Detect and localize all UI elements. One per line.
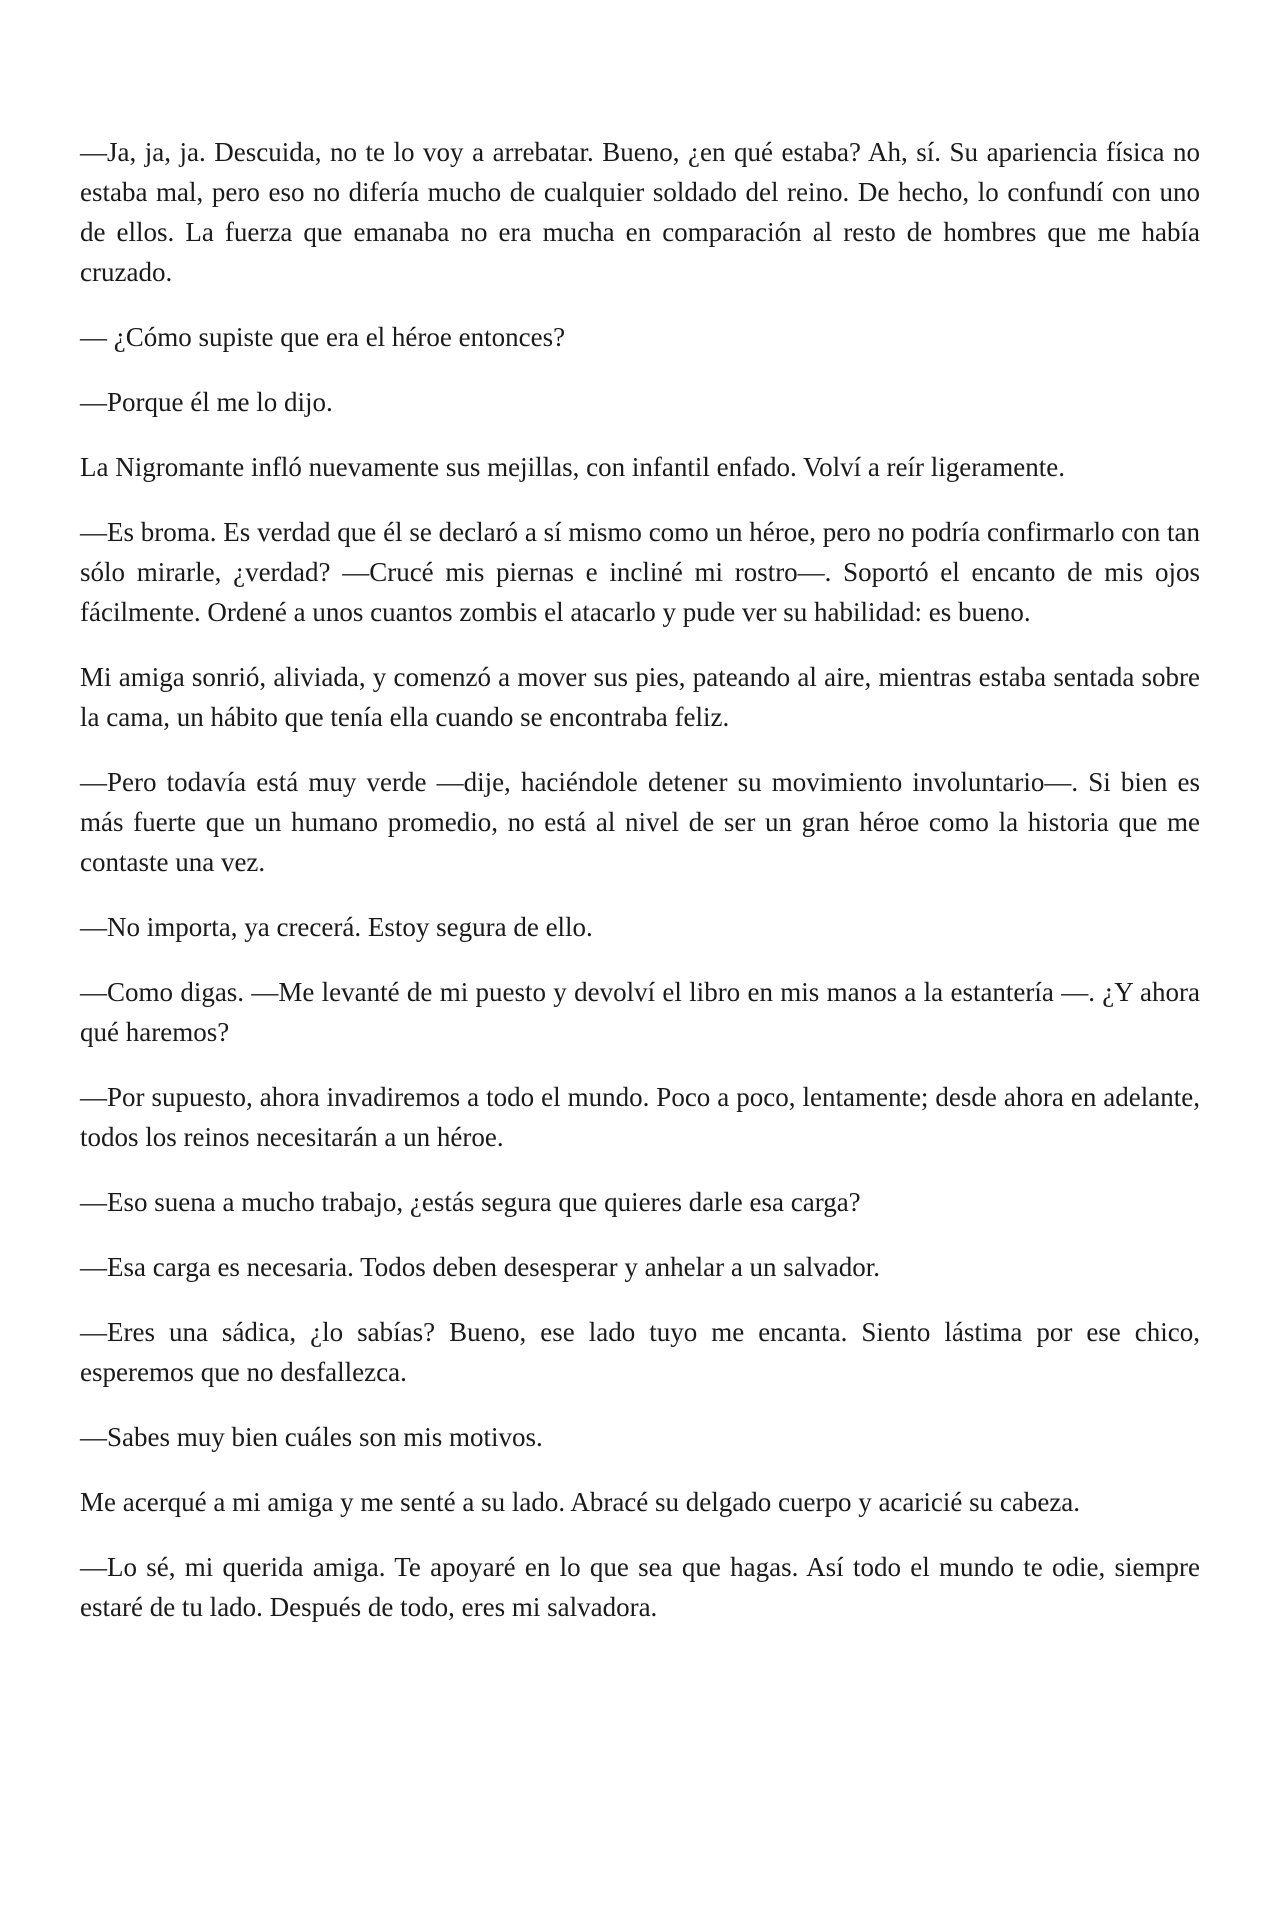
paragraph: —No importa, ya crecerá. Estoy segura de ello. [80,912,593,942]
paragraph: —Ja, ja, ja. Descuida, no te lo voy a arrebatar. Bueno, ¿en qué estaba? Ah, sí. Su apariencia física no estaba mal, pero eso no difería mucho de cualquier soldado del reino. De hecho, lo confundí con uno de ellos. La fuerza que emanaba no era mucha en comparación al resto de hombres que me había cruzado. [80,137,1200,287]
paragraph: —Eso suena a mucho trabajo, ¿estás segura que quieres darle esa carga? [80,1187,861,1217]
document-body [80,132,1200,1652]
paragraph: —Como digas. —Me levanté de mi puesto y devolví el libro en mis manos a la estantería —. ¿Y ahora qué haremos? [80,977,1200,1047]
paragraph: —Eres una sádica, ¿lo sabías? Bueno, ese lado tuyo me encanta. Siento lástima por ese chico, esperemos que no desfallezca. [80,1317,1200,1387]
paragraph: — ¿Cómo supiste que era el héroe entonces? [80,322,566,352]
paragraph: —Es broma. Es verdad que él se declaró a sí mismo como un héroe, pero no podría confirmarlo con tan sólo mirarle, ¿verdad? —Crucé mis piernas e incliné mi rostro—. Soportó el encanto de mis ojos fácilmente. Ordené a unos cuantos zombis el atacarlo y pude ver su habilidad: es bueno. [80,517,1200,627]
paragraph: —Pero todavía está muy verde —dije, haciéndole detener su movimiento involuntario—. Si bien es más fuerte que un humano promedio, no está al nivel de ser un gran héroe como la historia que me contaste una vez. [80,767,1200,877]
paragraph: —Sabes muy bien cuáles son mis motivos. [80,1422,543,1452]
paragraph: Me acerqué a mi amiga y me senté a su lado. Abracé su delgado cuerpo y acaricié su cabeza. [80,1487,1081,1517]
paragraph: —Lo sé, mi querida amiga. Te apoyaré en lo que sea que hagas. Así todo el mundo te odie, siempre estaré de tu lado. Después de todo, eres mi salvadora. [80,1552,1200,1622]
paragraph: —Por supuesto, ahora invadiremos a todo el mundo. Poco a poco, lentamente; desde ahora en adelante, todos los reinos necesitarán a un héroe. [80,1082,1200,1152]
paragraph: —Esa carga es necesaria. Todos deben desesperar y anhelar a un salvador. [80,1252,881,1282]
paragraph: Mi amiga sonrió, aliviada, y comenzó a mover sus pies, pateando al aire, mientras estaba sentada sobre la cama, un hábito que tenía ella cuando se encontraba feliz. [80,662,1200,732]
paragraph: —Porque él me lo dijo. [80,387,333,417]
paragraph: La Nigromante infló nuevamente sus mejillas, con infantil enfado. Volví a reír ligeramente. [80,452,1065,482]
